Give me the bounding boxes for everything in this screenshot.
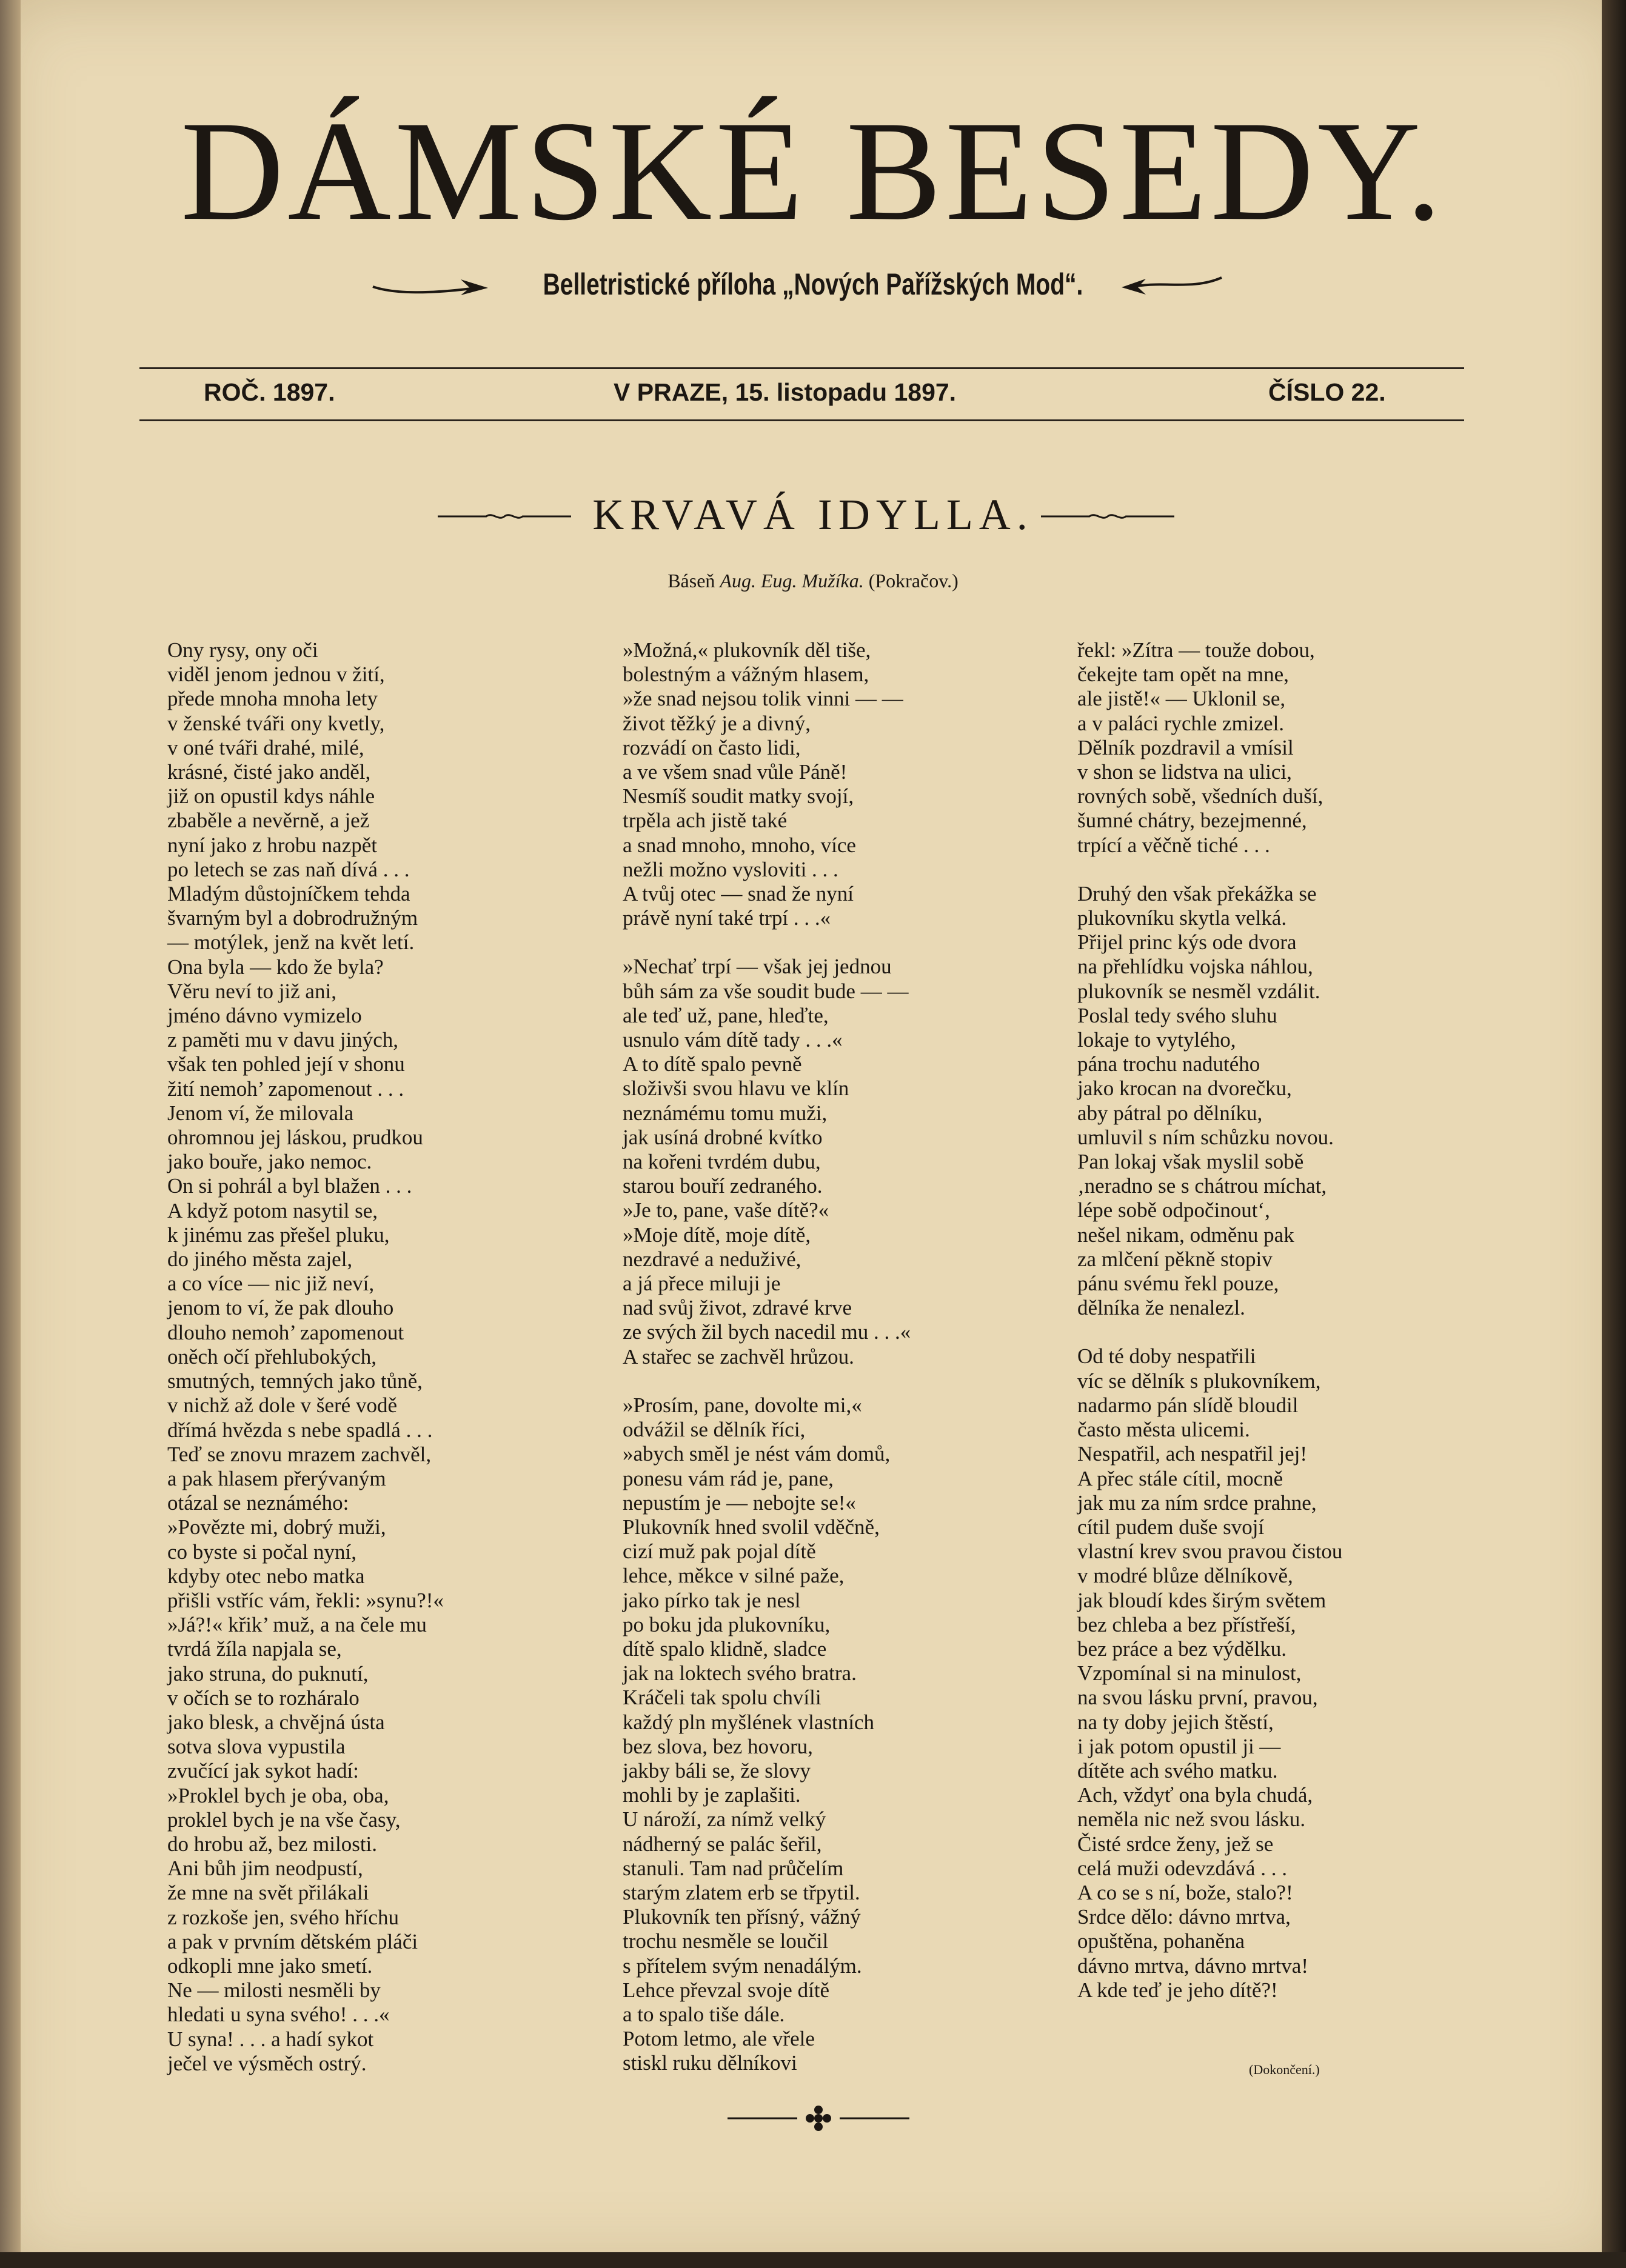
poem-line: na ty doby jejich štěstí, (1077, 1710, 1274, 1734)
poem-line: jako bouře, jako nemoc. (167, 1150, 372, 1174)
poem-line: víc se dělník s plukovníkem, (1077, 1369, 1321, 1393)
poem-line: Plukovník hned svolil vděčně, (623, 1515, 880, 1539)
poem-line: Lehce převzal svoje dítě (623, 1978, 830, 2002)
poem-line: Ani bůh jim neodpustí, (167, 1856, 363, 1881)
poem-line: a to spalo tiše dále. (623, 2002, 785, 2026)
poem-line: hledati u syna svého! . . .« (167, 2003, 390, 2027)
poem-line: složivši svou hlavu ve klín (623, 1076, 849, 1101)
poem-line: Ach, vždyť ona byla chudá, (1077, 1783, 1313, 1807)
poem-line: na kořeni tvrdém dubu, (623, 1150, 821, 1174)
continued-note: (Dokončení.) (1249, 2062, 1320, 2077)
poem-line: lépe sobě odpočinout‘, (1077, 1198, 1270, 1222)
poem-line: šumné chátry, bezejmenné, (1077, 809, 1307, 833)
poem-line: jako pírko tak je nesl (623, 1588, 801, 1612)
poem-line: ale jistě!« — Uklonil se, (1077, 687, 1286, 711)
poem-line: Nespatřil, ach nespatřil jej! (1077, 1442, 1308, 1466)
poem-line: jak mu za ním srdce prahne, (1077, 1490, 1317, 1515)
poem-line: Dělník pozdravil a vmísil (1077, 735, 1294, 759)
poem-line: nežli možno vysloviti . . . (623, 857, 838, 881)
poem-line: ječel ve výsměch ostrý. (167, 2051, 367, 2075)
poem-line: nezdravé a neduživé, (623, 1247, 801, 1271)
poem-line: a pak v prvním dětském pláči (167, 1929, 418, 1953)
poem-line: Pan lokaj však myslil sobě (1077, 1150, 1304, 1174)
poem-line: U nároží, za nímž velký (623, 1807, 826, 1832)
poem-line: neznámému tomu muži, (623, 1101, 828, 1125)
poem-line: Ona byla — kdo že byla? (167, 955, 384, 979)
header-rule-bottom (139, 419, 1464, 421)
poem-line: cizí muž pak pojal dítě (623, 1539, 816, 1564)
byline-prefix: Báseň (667, 570, 715, 592)
poem-line: zbaběle a nevěrně, a jež (167, 809, 370, 833)
poem-line: švarným byl a dobrodružným (167, 906, 418, 930)
right-page-edge (1602, 0, 1626, 2268)
poem-line: často města ulicemi. (1077, 1418, 1250, 1442)
poem-line: »abych směl je nést vám domů, (623, 1442, 891, 1466)
stanza-gap (623, 1369, 1059, 1393)
poem-line: Jenom ví, že milovala (167, 1101, 354, 1125)
poem-line: dítě spalo klidně, sladce (623, 1636, 827, 1661)
poem-line: a pak hlasem přerývaným (167, 1466, 386, 1490)
poem-line: viděl jenom jednou v žití, (167, 662, 385, 687)
poem-line: jak na loktech svého bratra. (623, 1661, 857, 1686)
poem-line: jméno dávno vymizelo (167, 1004, 362, 1028)
poem-line: řekl: »Zítra — touže dobou, (1077, 638, 1315, 662)
poem-line: do jiného města zajel, (167, 1247, 353, 1272)
masthead-subtitle: Belletristické příloha „Nových Pařížských Mod“. (543, 267, 1083, 301)
poem-line: dítěte ach svého matku. (1077, 1758, 1278, 1783)
poem-line: čekejte tam opět na mne, (1077, 662, 1289, 687)
poem-line: opuštěna, pohaněna (1077, 1929, 1245, 1953)
poem-line: Nesmíš soudit matky svojí, (623, 784, 854, 809)
stanza-gap (1077, 858, 1514, 882)
poem-line: »Proklel bych je oba, oba, (167, 1783, 389, 1807)
poem-line: kdyby otec nebo matka (167, 1564, 365, 1588)
poem-line: jak bloudí kdes širým světem (1077, 1588, 1327, 1612)
volume-label: ROČ. 1897. (204, 378, 335, 406)
poem-line: Plukovník ten přísný, vážný (623, 1905, 861, 1929)
masthead-title: DÁMSKÉ BESEDY. (181, 92, 1445, 250)
poem-line: v ženské tváři ony kvetly, (167, 711, 385, 735)
poem-line: odvážil se dělník říci, (623, 1418, 806, 1442)
poem-line: Potom letmo, ale vřele (623, 2027, 815, 2051)
poem-line: bez chleba a bez přístřeší, (1077, 1612, 1296, 1636)
poem-line: Mladým důstojníčkem tehda (167, 882, 410, 906)
poem-line: že mne na svět přilákali (167, 1881, 369, 1905)
poem-column-2 (623, 638, 1059, 2076)
title-ornament-right-icon (1041, 509, 1174, 524)
poem-line: ze svých žil bych nacedil mu . . .« (623, 1320, 911, 1344)
article-title: KRVAVÁ IDYLLA. (592, 490, 1034, 539)
poem-line: Čisté srdce ženy, jež se (1077, 1832, 1274, 1856)
poem-line: sotva slova vypustila (167, 1735, 346, 1759)
poem-line: »Já?!« křik’ muž, a na čele mu (167, 1613, 427, 1637)
poem-line: Věru neví to již ani, (167, 979, 336, 1003)
poem-line: starou bouří zedraného. (623, 1174, 823, 1198)
poem-line: pána trochu nadutého (1077, 1052, 1260, 1076)
poem-line: nepustím je — nebojte se!« (623, 1490, 856, 1515)
poem-line: žití nemoh’ zapomenout . . . (167, 1076, 404, 1101)
poem-line: právě nyní také trpí . . .« (623, 906, 831, 930)
poem-line: a snad mnoho, mnoho, více (623, 833, 856, 857)
poem-line: tvrdá žíla napjala se, (167, 1637, 342, 1661)
poem-line: odkopli mne jako smetí. (167, 1953, 373, 1978)
poem-line: cítil pudem duše svojí (1077, 1515, 1265, 1539)
poem-line: stanuli. Tam nad průčelím (623, 1856, 844, 1880)
stanza-gap (623, 930, 1059, 955)
poem-line: trpěla ach jistě také (623, 809, 788, 833)
poem-line: na svou lásku první, pravou, (1077, 1686, 1318, 1710)
poem-line: nádherný se palác šeřil, (623, 1832, 822, 1856)
poem-line: celá muži odevzdává . . . (1077, 1856, 1287, 1880)
poem-line: nyní jako z hrobu nazpět (167, 833, 378, 857)
poem-line: Kráčeli tak spolu chvíli (623, 1686, 821, 1710)
poem-line: v očích se to rozháralo (167, 1686, 360, 1710)
poem-line: neměla nic než svou lásku. (1077, 1807, 1306, 1832)
poem-line: A přec stále cítil, mocně (1077, 1466, 1283, 1490)
poem-line: starým zlatem erb se třpytil. (623, 1880, 860, 1904)
poem-line: z paměti mu v davu jiných, (167, 1028, 399, 1052)
poem-line: »Prosím, pane, dovolte mi,« (623, 1393, 862, 1417)
place-date-label: V PRAZE, 15. listopadu 1897. (614, 378, 957, 406)
poem-line: a ve všem snad vůle Páně! (623, 760, 848, 784)
poem-line: jako blesk, a chvějná ústa (167, 1710, 385, 1734)
poem-line: bez slova, bez hovoru, (623, 1734, 813, 1758)
poem-line: do hrobu až, bez milosti. (167, 1832, 378, 1856)
poem-line: stiskl ruku dělníkovi (623, 2051, 797, 2075)
poem-line: A to dítě spalo pevně (623, 1052, 802, 1076)
poem-line: Přijel princ kýs ode dvora (1077, 930, 1297, 955)
poem-line: každý pln myšlének vlastních (623, 1710, 875, 1734)
stanza-gap (1077, 1320, 1514, 1344)
poem-column-3 (1077, 638, 1514, 2003)
poem-line: v nichž až dole v šeré vodě (167, 1393, 398, 1418)
poem-line: oněch očí přehlubokých, (167, 1344, 377, 1369)
poem-line: nešel nikam, odměnu pak (1077, 1222, 1294, 1247)
header-rule-top (139, 367, 1464, 369)
poem-line: otázal se neznámého: (167, 1491, 349, 1515)
poem-line: bůh sám za vše soudit bude — — (623, 979, 909, 1003)
poem-line: »že snad nejsou tolik vinni — — (623, 687, 903, 711)
poem-line: v oné tváři drahé, milé, (167, 735, 364, 759)
poem-column-1 (167, 638, 604, 2076)
poem-line: Vzpomínal si na minulost, (1077, 1661, 1302, 1686)
issue-number-label: ČÍSLO 22. (1268, 378, 1386, 406)
poem-line: usnulo vám dítě tady . . .« (623, 1028, 843, 1052)
poem-line: jako struna, do puknutí, (167, 1661, 369, 1686)
poem-line: »Možná,« plukovník děl tiše, (623, 638, 871, 662)
poem-line: nad svůj život, zdravé krve (623, 1296, 852, 1320)
poem-line: — motýlek, jenž na květ letí. (167, 930, 415, 955)
poem-line: bolestným a vážným hlasem, (623, 662, 869, 687)
poem-line: Od té doby nespatřili (1077, 1344, 1256, 1369)
poem-line: jak usíná drobné kvítko (623, 1125, 823, 1149)
poem-line: přede mnoha mnoha lety (167, 687, 378, 711)
poem-line: s přítelem svým nenadálým. (623, 1953, 862, 1978)
poem-line: aby pátral po dělníku, (1077, 1101, 1263, 1125)
poem-line: co byste si počal nyní, (167, 1539, 357, 1564)
poem-line: »Povězte mi, dobrý muži, (167, 1515, 386, 1539)
bottom-page-edge (0, 2252, 1626, 2268)
poem-line: A tvůj otec — snad že nyní (623, 882, 854, 906)
poem-line: však ten pohled její v shonu (167, 1052, 405, 1076)
poem-line: plukovník se nesměl vzdálit. (1077, 979, 1320, 1003)
poem-line: dřímá hvězda s nebe spadlá . . . (167, 1418, 433, 1442)
poem-line: Teď se znovu mrazem zachvěl, (167, 1442, 432, 1466)
poem-line: k jinému zas přešel pluku, (167, 1222, 390, 1247)
poem-line: krásné, čisté jako anděl, (167, 760, 371, 784)
poem-line: Ony rysy, ony oči (167, 638, 318, 662)
poem-line: nadarmo pán slídě bloudil (1077, 1393, 1299, 1417)
poem-line: proklel bych je na vše časy, (167, 1807, 401, 1832)
poem-line: i jak potom opustil ji — (1077, 1734, 1281, 1758)
poem-line: Poslal tedy svého sluhu (1077, 1003, 1277, 1027)
poem-line: »Moje dítě, moje dítě, (623, 1222, 811, 1247)
poem-line: A stařec se zachvěl hrůzou. (623, 1344, 854, 1369)
poem-line: lokaje to vytylého, (1077, 1028, 1236, 1052)
poem-line: Srdce dělo: dávno mrtva, (1077, 1905, 1291, 1929)
poem-line: zvučící jak sykot hadí: (167, 1759, 359, 1783)
poem-line: na přehlídku vojska náhlou, (1077, 955, 1313, 979)
poem-line: rozvádí on často lidi, (623, 735, 801, 759)
poem-line: po letech se zas naň dívá . . . (167, 857, 410, 881)
poem-line: přišli vstříc vám, řekli: »synu?!« (167, 1588, 444, 1612)
poem-line: trpící a věčně tiché . . . (1077, 833, 1270, 857)
poem-line: v modré blůze dělníkově, (1077, 1564, 1293, 1588)
poem-line: po boku jda plukovníku, (623, 1612, 831, 1636)
byline-author: Aug. Eug. Mužíka. (720, 570, 864, 592)
poem-line: A co se s ní, bože, stalo?! (1077, 1880, 1293, 1904)
poem-line: trochu nesměle se loučil (623, 1929, 829, 1953)
book-spine (0, 0, 21, 2268)
poem-line: rovných sobě, všedních duší, (1077, 784, 1323, 809)
poem-line: A kde teď je jeho dítě?! (1077, 1978, 1278, 2002)
bottom-ornament-icon (721, 2103, 915, 2133)
poem-line: plukovníku skytla velká. (1077, 906, 1287, 930)
poem-line: dávno mrtva, dávno mrtva! (1077, 1953, 1309, 1978)
poem-line: umluvil s ním schůzku novou. (1077, 1125, 1334, 1149)
poem-line: ‚neradno se s chátrou míchat, (1077, 1174, 1327, 1198)
ornament-arrow-right-icon (1119, 274, 1225, 298)
poem-line: dělníka že nenalezl. (1077, 1296, 1245, 1320)
poem-line: ponesu vám rád je, pane, (623, 1466, 834, 1490)
article-byline (0, 570, 1626, 592)
poem-line: za mlčení pěkně stopiv (1077, 1247, 1273, 1271)
poem-line: jako krocan na dvorečku, (1077, 1076, 1292, 1101)
poem-line: a já přece miluji je (623, 1272, 781, 1296)
poem-line: dlouho nemoh’ zapomenout (167, 1320, 404, 1344)
poem-line: život těžký je a divný, (623, 711, 811, 735)
poem-line: mohli by je zaplašiti. (623, 1783, 801, 1807)
poem-line: vlastní krev svou pravou čistou (1077, 1539, 1343, 1564)
poem-line: v shon se lidstva na ulici, (1077, 760, 1292, 784)
poem-line: lehce, měkce v silné paže, (623, 1564, 845, 1588)
poem-line: a v paláci rychle zmizel. (1077, 711, 1285, 735)
poem-line: ohromnou jej láskou, prudkou (167, 1126, 423, 1150)
poem-line: Druhý den však překážka se (1077, 881, 1317, 906)
poem-line: jenom to ví, že pak dlouho (167, 1296, 394, 1320)
poem-line: a co více — nic již neví, (167, 1272, 375, 1296)
poem-line: bez práce a bez výdělku. (1077, 1636, 1286, 1661)
poem-line: jakby báli se, že slovy (623, 1758, 811, 1783)
poem-line: Ne — milosti nesměli by (167, 1978, 381, 2003)
poem-line: již on opustil kdys náhle (167, 784, 375, 809)
poem-line: A když potom nasytil se, (167, 1198, 378, 1222)
poem-line: pánu svému řekl pouze, (1077, 1272, 1279, 1296)
poem-line: »Je to, pane, vaše dítě?« (623, 1198, 829, 1222)
byline-suffix: (Pokračov.) (868, 570, 959, 592)
poem-line: U syna! . . . a hadí sykot (167, 2027, 374, 2051)
poem-line: On si pohrál a byl blažen . . . (167, 1174, 412, 1198)
poem-line: z rozkoše jen, svého hříchu (167, 1905, 399, 1929)
poem-line: ale teď už, pane, hleďte, (623, 1003, 829, 1027)
poem-line: »Nechať trpí — však jej jednou (623, 955, 892, 979)
poem-line: smutných, temných jako tůně, (167, 1369, 423, 1393)
